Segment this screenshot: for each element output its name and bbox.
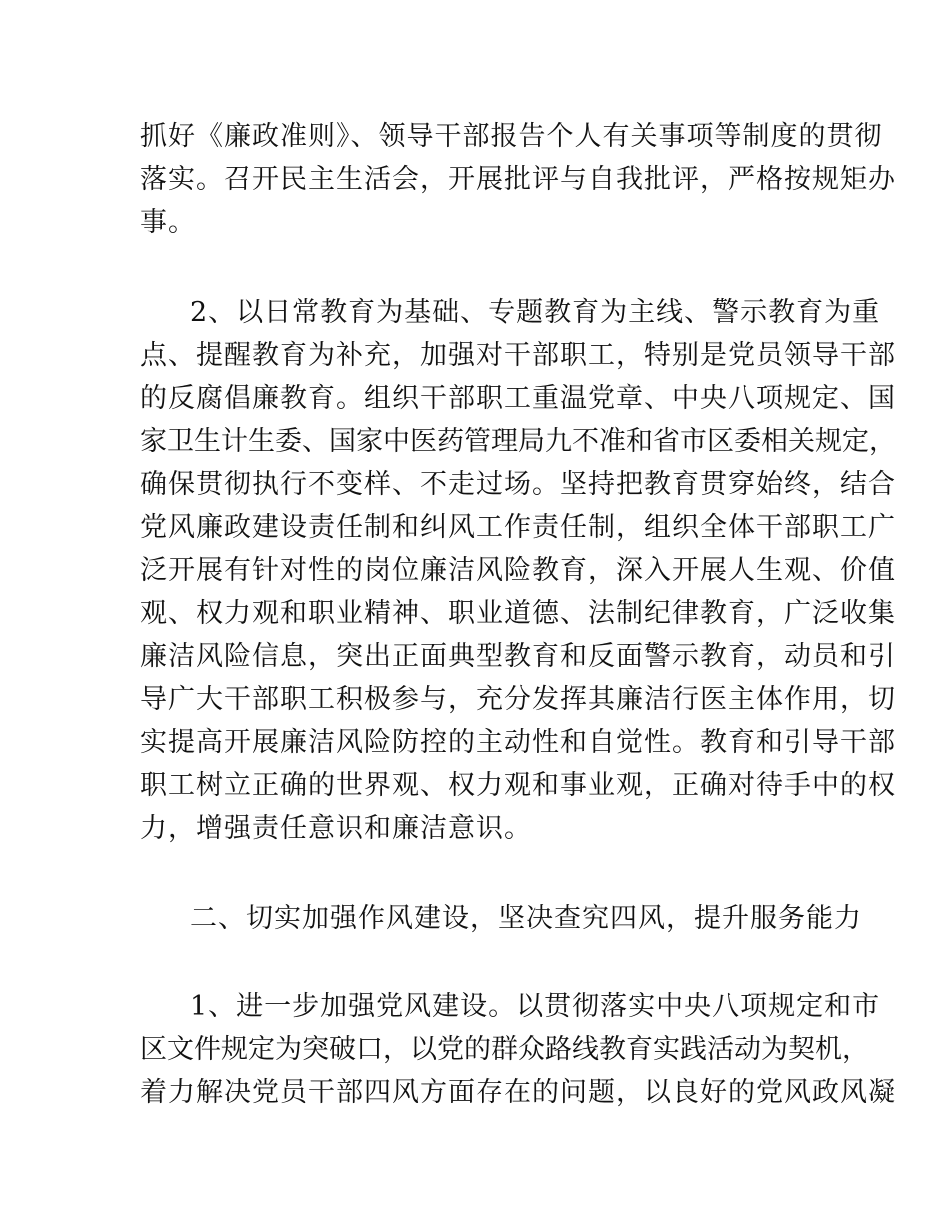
paragraph-3-line-1: 1、进一步加强党风建设。以贯彻落实中央八项规定和市 — [190, 991, 881, 1022]
paragraph-2-line-9: 廉洁风险信息，突出正面典型教育和反面警示教育，动员和引 — [140, 641, 896, 672]
paragraph-1-line-3: 事。 — [140, 207, 196, 238]
paragraph-2-line-7: 泛开展有针对性的岗位廉洁风险教育，深入开展人生观、价值 — [140, 555, 896, 586]
paragraph-2-line-11: 实提高开展廉洁风险防控的主动性和自觉性。教育和引导干部 — [140, 727, 896, 758]
paragraph-2-line-10: 导广大干部职工积极参与，充分发挥其廉洁行医主体作用，切 — [140, 684, 896, 715]
paragraph-2-line-4: 家卫生计生委、国家中医药管理局九不准和省市区委相关规定， — [140, 426, 896, 457]
paragraph-2-line-3: 的反腐倡廉教育。组织干部职工重温党章、中央八项规定、国 — [140, 383, 896, 414]
section-heading-2: 二、切实加强作风建设，坚决查究四风，提升服务能力 — [190, 903, 862, 934]
paragraph-3-line-3: 着力解决党员干部四风方面存在的问题，以良好的党风政风凝 — [140, 1077, 896, 1108]
paragraph-2-line-12: 职工树立正确的世界观、权力观和事业观，正确对待手中的权 — [140, 770, 896, 801]
paragraph-2-line-13: 力，增强责任意识和廉洁意识。 — [140, 813, 532, 844]
paragraph-2-line-1: 2、以日常教育为基础、专题教育为主线、警示教育为重 — [190, 297, 881, 328]
paragraph-1-line-1: 抓好《廉政准则》、领导干部报告个人有关事项等制度的贯彻 — [140, 121, 883, 152]
paragraph-2-line-8: 观、权力观和职业精神、职业道德、法制纪律教育，广泛收集 — [140, 598, 896, 629]
paragraph-1-line-2: 落实。召开民主生活会，开展批评与自我批评，严格按规矩办 — [140, 164, 896, 195]
paragraph-2-line-6: 党风廉政建设责任制和纠风工作责任制，组织全体干部职工广 — [140, 512, 896, 543]
paragraph-2-line-5: 确保贯彻执行不变样、不走过场。坚持把教育贯穿始终，结合 — [140, 469, 896, 500]
paragraph-2-line-2: 点、提醒教育为补充，加强对干部职工，特别是党员领导干部 — [140, 340, 896, 371]
paragraph-3-line-2: 区文件规定为突破口，以党的群众路线教育实践活动为契机， — [140, 1034, 869, 1065]
